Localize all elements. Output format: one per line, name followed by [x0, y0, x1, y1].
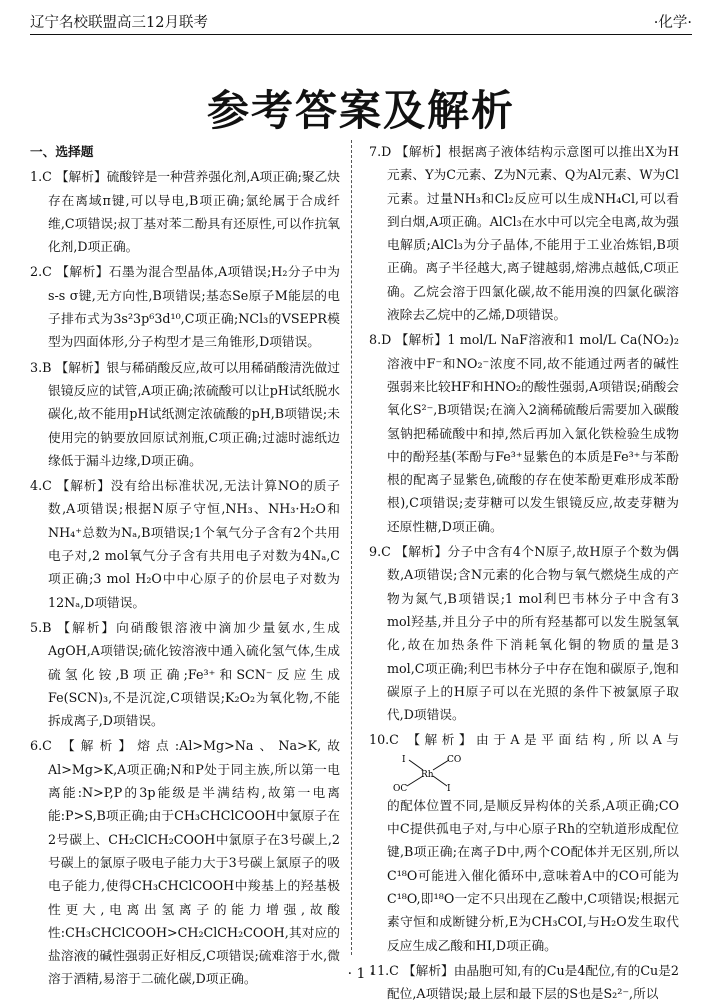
ligand-i-bottom: I	[447, 783, 451, 792]
answer-8: 8.D 【解析】1 mol/L NaF溶液和1 mol/L Ca(NO₂)₂溶液中F⁻和NO₂⁻浓度不同,故不能通过两者的碱性强弱来比较HF和HNO₂的酸性强弱,A项错误;硝酸会氧化S²⁻,B项错误;在滴入2滴稀硫酸后需要加入碳酸氢钠把稀硫酸中和掉,然后再加入氯化铁检验生成物中的酚羟基(苯酚与Fe³⁺显紫色的本质是Fe³⁺与苯酚根的配离子显紫色,硫酸的存在使苯酚更难形成苯酚根),C项错误;麦芽糖可以发生银镜反应,故麦芽糖为还原性糖,D项正确。	[369, 332, 679, 534]
section-heading: 一、选择题	[30, 144, 94, 159]
column-divider	[351, 140, 352, 955]
header-left: 辽宁名校联盟高三12月联考	[30, 15, 208, 31]
ligand-oc-bottom: OC	[393, 783, 408, 792]
answer-4: 4.C 【解析】没有给出标准状况,无法计算NO的质子数,A项错误;根据N原子守恒,NH₃、NH₃·H₂O和NH₄⁺总数为Nₐ,B项错误;1个氧气分子含有2个共用电子对,2 mol氧气分子含有共用电子对数为4Nₐ,C项正确;3 mol H₂O中中心原子的价层电子对数为12Nₐ,D项错误。	[30, 478, 340, 610]
answer-7: 7.D 【解析】根据离子液体结构示意图可以推出X为H元素、Y为C元素、Z为N元素、Q为Al元素、W为Cl元素。过量NH₃和Cl₂反应可以生成NH₄Cl,可以看到白烟,A项正确。AlCl₃在水中可以完全电离,故为强电解质;AlCl₃为分子晶体,不能用于工业冶炼铝,B项正确。离子半径越大,离子键越弱,熔沸点越低,C项正确。乙烷会溶于四氯化碳,故不能用溴的四氯化碳溶液除去乙烷中的乙烯,D项错误。	[369, 144, 679, 323]
answer-6: 6.C 【解析】熔点:Al>Mg>Na、Na>K,故Al>Mg>K,A项正确;N和P处于同主族,所以第一电离能:N>P,P的3p能级是半满结构,故第一电离能:P>S,B项正确;由于CH₃CHClCOOH中氯原子在2号碳上、CH₂ClCH₂COOH中氯原子在3号碳上,2号碳上的氯原子吸电子能力大于3号碳上氯原子的吸电子能力,使得CH₃CHClCOOH中羧基上的羟基极性更大,电离出氢离子的能力增强,故酸性:CH₃CHClCOOH>CH₂ClCH₂COOH,其对应的盐溶液的碱性强弱正好相反,C项错误;硫难溶于水,微溶于酒精,易溶于二硫化碳,D项正确。	[30, 738, 340, 987]
answer-5: 5.B 【解析】向硝酸银溶液中滴加少量氨水,生成AgOH,A项错误;硫化铵溶液中通入硫化氢气体,生成硫氢化铵,B项正确;Fe³⁺和SCN⁻反应生成Fe(SCN)₃,不是沉淀,C项错误;K₂O₂为氧化物,不能拆成离子,D项错误。	[30, 619, 340, 729]
ligand-i-top: I	[402, 754, 406, 765]
page-number: · 1 ·	[347, 966, 375, 982]
page-title: 参考答案及解析	[206, 86, 515, 135]
right-column	[369, 140, 679, 1007]
answer-10-lead: 10.C 【解析】由于A是平面结构,所以A与	[369, 732, 679, 748]
answer-10-continued: 的配体位置不同,是顺反异构体的关系,A项正确;CO中C提供孤电子对,与中心原子Rh的空轨道形成配位键,B项正确;在离子D中,两个CO配体并无区别,所以C¹⁸O可能进入催化循环中,意味着A中的CO可能为C¹⁸O,即¹⁸O一定不只出现在乙酸中,C项错误;根据元素守恒和成断键分析,E为CH₃COI,与H₂O发生取代反应生成乙酸和HI,D项正确。	[387, 797, 679, 953]
header-right: ·化学·	[653, 15, 692, 31]
ligand-co-top: CO	[447, 754, 462, 765]
metal-rh: Rh	[421, 769, 434, 780]
rhodium-complex-structure	[387, 752, 465, 792]
answer-11: 11.C 【解析】由晶胞可知,有的Cu是4配位,有的Cu是2配位,A项错误;最上层和最下层的S也是S₂²⁻,所以	[369, 962, 679, 1002]
left-column	[30, 140, 340, 993]
answer-2: 2.C 【解析】石墨为混合型晶体,A项错误;H₂分子中为s-s σ键,无方向性,B项错误;基态Se原子M能层的电子排布式为3s²3p⁶3d¹⁰,C项正确;NCl₃的VSEPR模型为四面体形,分子构型才是三角锥形,D项错误。	[30, 264, 340, 350]
answer-10	[369, 728, 679, 791]
answer-1: 1.C 【解析】硫酸锌是一种营养强化剂,A项正确;聚乙炔存在离域π键,可以导电,B项正确;氯纶属于合成纤维,C项错误;叔丁基对苯二酚具有还原性,可以作抗氧化剂,D项正确。	[30, 169, 340, 255]
answer-3: 3.B 【解析】银与稀硝酸反应,故可以用稀硝酸清洗做过银镜反应的试管,A项正确;浓硫酸可以让pH试纸脱水碳化,故不能用pH试纸测定浓硫酸的pH,B项错误;未使用完的钠要放回原试剂瓶,C项正确;过滤时滤纸边缘低于漏斗边缘,D项正确。	[30, 359, 340, 468]
answer-9: 9.C 【解析】分子中含有4个N原子,故H原子个数为偶数,A项错误;含N元素的化合物与氧气燃烧生成的产物为氮气,B项错误;1 mol利巴韦林分子中含有3 mol羟基,并且分子中的所有羟基都可以发生脱氢氧化,故在加热条件下消耗氧化铜的物质的量是3 mol,C项正确;利巴韦林分子中存在饱和碳原子,饱和碳原子上的H原子可以在光照的条件下被氯原子取代,D项错误。	[369, 544, 679, 723]
page-header	[30, 8, 692, 35]
